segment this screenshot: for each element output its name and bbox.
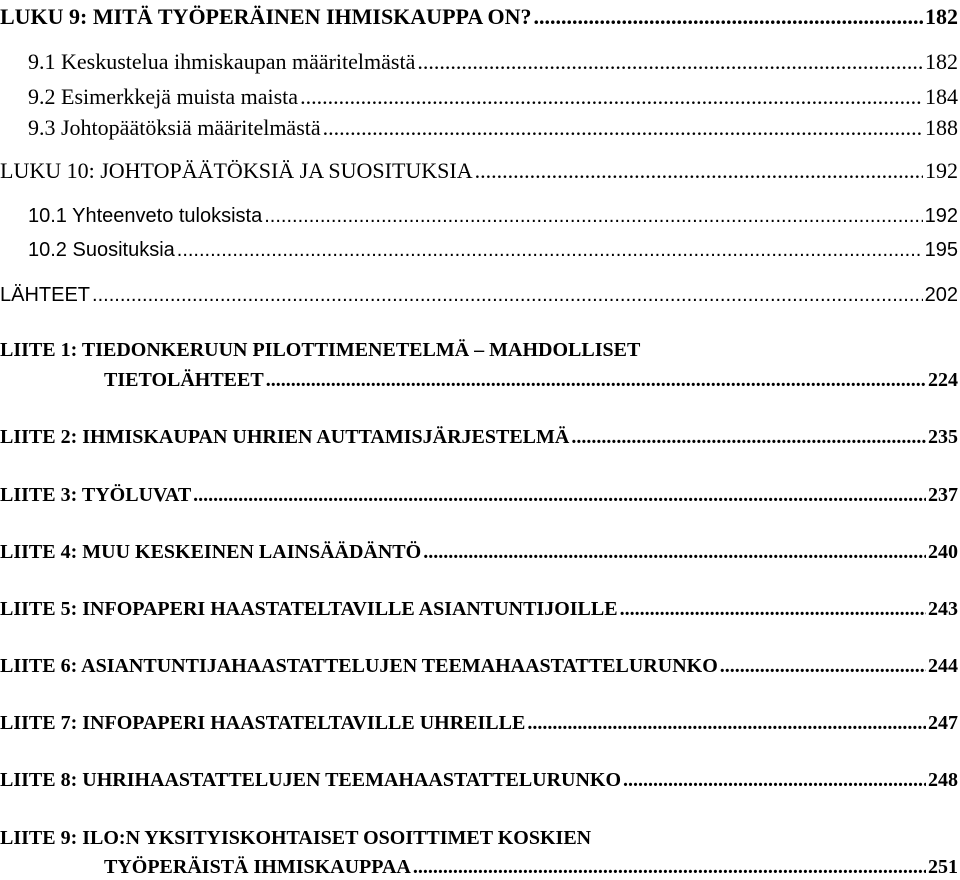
toc-page-number: 224 — [928, 369, 958, 391]
dot-leader — [720, 656, 926, 676]
toc-entry-title: 9.1 Keskustelua ihmiskaupan määritelmästä — [28, 49, 416, 74]
toc-entry-sources[interactable] — [0, 285, 958, 305]
toc-entry-appendix-6[interactable] — [0, 656, 958, 676]
toc-entry-title: LIITE 5: INFOPAPERI HAASTATELTAVILLE ASIANTUNTIJOILLE — [0, 598, 618, 620]
toc-entry-9-1[interactable] — [28, 51, 958, 73]
toc-entry-appendix-2[interactable] — [0, 427, 958, 447]
toc-entry-title: LIITE 6: ASIANTUNTIJAHAASTATTELUJEN TEEMAHAASTATTELURUNKO — [0, 655, 718, 677]
toc-entry-title: LÄHTEET — [0, 284, 91, 306]
toc-page-number: 188 — [925, 115, 958, 140]
toc-page-number: 202 — [924, 284, 958, 306]
toc-page-number: 192 — [924, 205, 958, 227]
dot-leader — [571, 427, 926, 447]
toc-entry-title: LUKU 10: JOHTOPÄÄTÖKSIÄ JA SUOSITUKSIA — [0, 158, 473, 183]
toc-entry-title: 10.1 Yhteenveto tuloksista — [28, 205, 263, 227]
toc-page-number: 240 — [928, 541, 958, 563]
toc-entry-title: TYÖPERÄISTÄ IHMISKAUPPAA — [104, 856, 411, 878]
toc-page-number: 247 — [928, 712, 958, 734]
toc-entry-appendix-8[interactable] — [0, 770, 958, 790]
dot-leader — [423, 542, 926, 562]
toc-entry-title: LIITE 3: TYÖLUVAT — [0, 484, 192, 506]
toc-entry-appendix-4[interactable] — [0, 542, 958, 562]
toc-entry-title: TIETOLÄHTEET — [104, 369, 264, 391]
dot-leader — [620, 599, 926, 619]
toc-entry-title: LIITE 7: INFOPAPERI HAASTATELTAVILLE UHREILLE — [0, 712, 526, 734]
toc-page-number: 243 — [928, 598, 958, 620]
toc-entry-appendix-1-line1[interactable]: LIITE 1: TIEDONKERUUN PILOTTIMENETELMÄ – MAHDOLLISET — [0, 339, 641, 361]
toc-page-number: 235 — [928, 426, 958, 448]
dot-leader — [177, 240, 923, 260]
toc-entry-chapter-9[interactable] — [0, 6, 958, 28]
toc-entry-title: LIITE 2: IHMISKAUPAN UHRIEN AUTTAMISJÄRJESTELMÄ — [0, 426, 570, 448]
dot-leader — [264, 206, 922, 226]
toc-entry-appendix-5[interactable] — [0, 599, 958, 619]
dot-leader — [413, 857, 926, 877]
toc-entry-chapter-10[interactable] — [0, 160, 958, 182]
toc-page-number: 248 — [928, 769, 958, 791]
dot-leader — [193, 485, 926, 505]
dot-leader — [623, 770, 926, 790]
toc-entry-appendix-9[interactable] — [104, 857, 958, 877]
toc-entry-10-1[interactable] — [28, 206, 958, 226]
dot-leader — [534, 6, 924, 28]
toc-page-number: 192 — [925, 158, 958, 183]
dot-leader — [527, 713, 926, 733]
dot-leader — [323, 117, 923, 139]
toc-entry-appendix-1[interactable] — [104, 370, 958, 390]
dot-leader — [92, 285, 923, 305]
dot-leader — [300, 86, 923, 108]
toc-entry-title: 10.2 Suosituksia — [28, 239, 175, 261]
toc-entry-title: 9.2 Esimerkkejä muista maista — [28, 84, 299, 109]
dot-leader — [417, 51, 923, 73]
toc-entry-9-2[interactable] — [28, 86, 958, 108]
toc-page-number: 251 — [928, 856, 958, 878]
toc-entry-title: LIITE 4: MUU KESKEINEN LAINSÄÄDÄNTÖ — [0, 541, 422, 563]
toc-entry-title: LUKU 9: MITÄ TYÖPERÄINEN IHMISKAUPPA ON? — [0, 4, 532, 29]
toc-page-number: 244 — [928, 655, 958, 677]
toc-page-number: 182 — [925, 49, 958, 74]
toc-entry-appendix-9-line1[interactable]: LIITE 9: ILO:N YKSITYISKOHTAISET OSOITTIMET KOSKIEN — [0, 827, 592, 849]
toc-entry-title: 9.3 Johtopäätöksiä määritelmästä — [28, 115, 321, 140]
toc-entry-10-2[interactable] — [28, 240, 958, 260]
toc-entry-appendix-7[interactable] — [0, 713, 958, 733]
dot-leader — [266, 370, 926, 390]
toc-page-number: 184 — [925, 84, 958, 109]
toc-entry-9-3[interactable] — [28, 117, 958, 139]
toc-entry-title: LIITE 8: UHRIHAASTATTELUJEN TEEMAHAASTATTELURUNKO — [0, 769, 622, 791]
toc-page-number: 182 — [925, 4, 958, 29]
toc-page-number: 195 — [924, 239, 958, 261]
toc-page-number: 237 — [928, 484, 958, 506]
toc-entry-appendix-3[interactable] — [0, 485, 958, 505]
dot-leader — [475, 160, 923, 182]
